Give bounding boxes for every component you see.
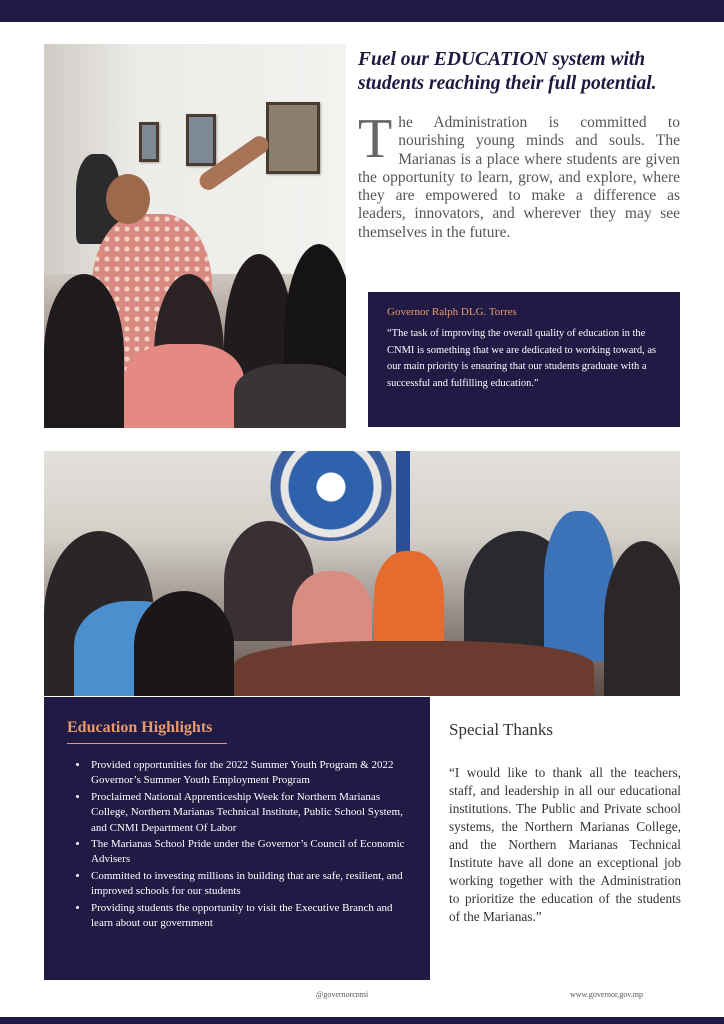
highlights-title: Education Highlights [67, 719, 213, 736]
student-orange-jacket [374, 551, 444, 651]
footer-social-handle[interactable]: @governorcnmi [316, 990, 369, 999]
student-figure [44, 274, 124, 428]
governor-head [106, 174, 150, 224]
student-figure [604, 541, 680, 696]
student-figure [124, 344, 244, 428]
special-thanks-text: “I would like to thank all the teachers, staff, and leadership in all our educational institutions. The Public and Private school systems, the Northern Marianas College, and the Northern Marianas Technical Institute have all done an exceptional job working together with the Administration to prioritize the education of the students of the Marianas.” [449, 765, 681, 924]
wall-frame-small [139, 122, 159, 162]
footer-website-link[interactable]: www.governor.gov.mp [570, 990, 643, 999]
wall-frame-medium [186, 114, 216, 166]
page-headline: Fuel our EDUCATION system with students reaching their full potential. [358, 49, 657, 94]
student-figure [234, 364, 346, 428]
highlight-item: • The Marianas School Pride under the Governor’s Council of Economic Advisers [89, 837, 409, 868]
wall-frame-large [266, 102, 320, 174]
intro-dropcap: T [358, 108, 393, 170]
governor-quote-box [368, 292, 680, 427]
highlight-item: • Providing students the opportunity to visit the Executive Branch and learn about our government [89, 901, 409, 932]
highlights-list [67, 758, 409, 931]
highlights-underline [67, 743, 227, 744]
highlight-item: • Committed to investing millions in building that are safe, resilient, and improved schools for our students [89, 869, 409, 900]
students-conference-photo [44, 451, 680, 696]
conference-table [234, 641, 594, 696]
education-highlights-box [44, 697, 430, 980]
highlight-item: • Provided opportunities for the 2022 Summer Youth Program & 2022 Governor’s Summer Youth Employment Program [89, 758, 409, 789]
special-thanks-title: Special Thanks [449, 720, 554, 739]
quote-text: “The task of improving the overall quality of education in the CNMI is something that we are dedicated to working toward, as our main priority is ensuring that our students graduate with a successful and fulfilling education.” [387, 328, 657, 389]
intro-paragraph [358, 108, 680, 242]
bottom-band [0, 1017, 724, 1024]
student-figure [134, 591, 234, 696]
top-band [0, 0, 724, 22]
intro-text: he Administration is committed to nourishing young minds and souls. The Marianas is a place where students are given the opportunity to learn, grow, and explore, where they are empowered to make a difference as leaders, innovators, and wherever they may see themselves in the future. [358, 114, 680, 241]
highlight-item: • Proclaimed National Apprenticeship Week for Northern Marianas College, Northern Marianas Technical Institute, Public School System, and CNMI Department Of Labor [89, 790, 409, 836]
quote-author: Governor Ralph DLG. Torres [387, 306, 517, 318]
governor-pointing-photo [44, 44, 346, 428]
